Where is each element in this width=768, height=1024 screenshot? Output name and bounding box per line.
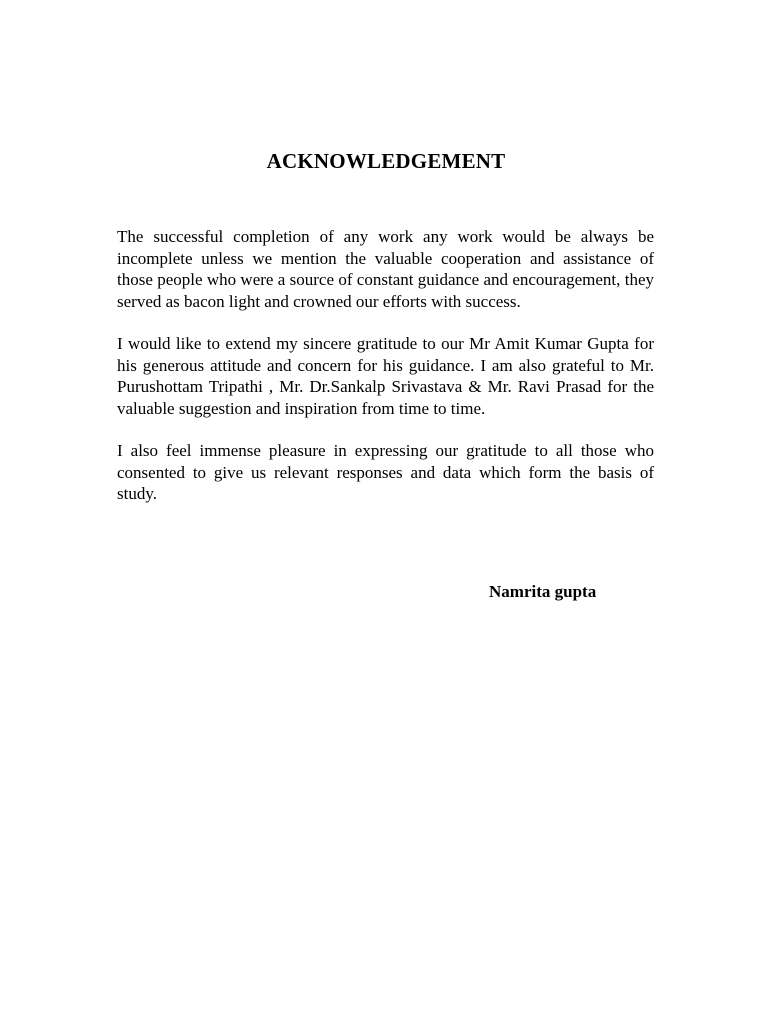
signature: Namrita gupta	[489, 582, 597, 601]
document-body	[117, 226, 654, 526]
paragraph-3: I also feel immense pleasure in expressing our gratitude to all those who consented to give us relevant responses and data which form the basis of study.	[117, 441, 654, 503]
page-title: ACKNOWLEDGEMENT	[266, 149, 506, 173]
paragraph-1: The successful completion of any work any work would be always be incomplete unless we mention the valuable cooperation and assistance of those people who were a source of constant guidance and encouragement, they served as bacon light and crowned our efforts with success.	[117, 227, 654, 311]
paragraph-2: I would like to extend my sincere gratitude to our Mr Amit Kumar Gupta for his generous attitude and concern for his guidance. I am also grateful to Mr. Purushottam Tripathi , Mr. Dr.Sankalp Srivastava & Mr. Ravi Prasad for the valuable suggestion and inspiration from time to time.	[117, 334, 654, 418]
